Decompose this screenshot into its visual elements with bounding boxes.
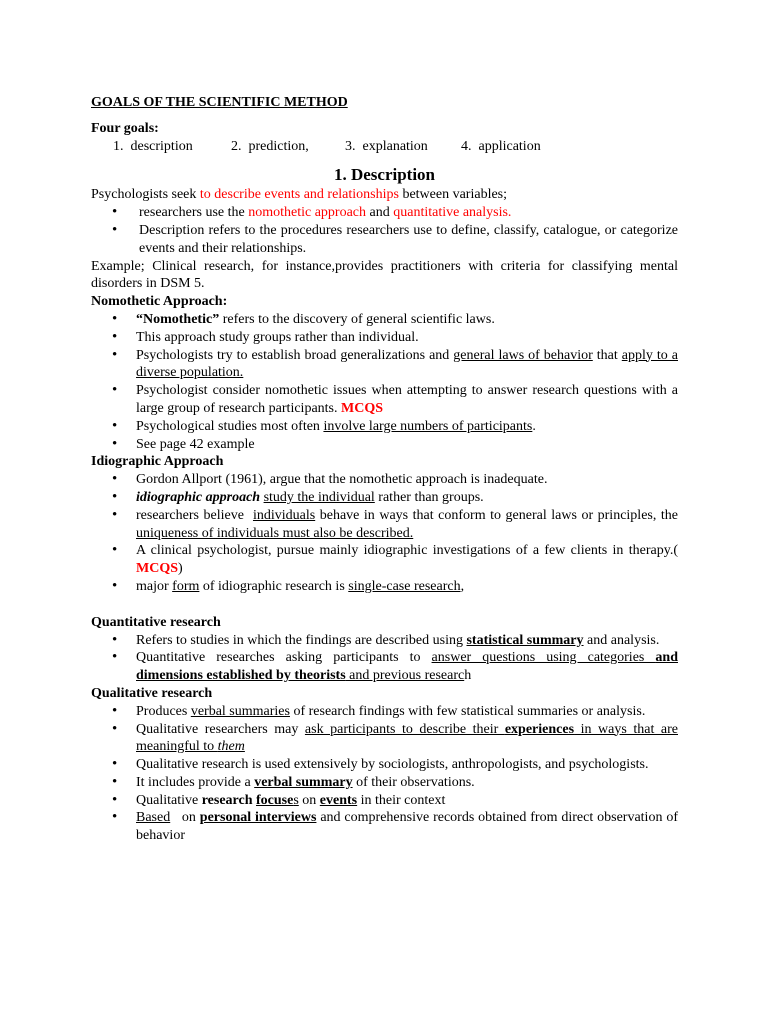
idiographic-heading: Idiographic Approach	[91, 454, 224, 470]
text-run: Qualitative researchers may	[136, 721, 305, 737]
text-run: that	[592, 347, 622, 363]
text-run: ,	[460, 578, 465, 594]
text-run: and comprehensive records obtained from direct observation of behavior	[136, 810, 682, 844]
bullet-item	[91, 489, 678, 507]
underlined-text: study the individual	[263, 489, 375, 505]
bold-text: research	[201, 792, 253, 808]
mcqs-tag: MCQS	[341, 400, 383, 416]
bold-underlined-text: verbal summary	[254, 774, 353, 790]
bullet-item	[91, 507, 682, 543]
goal-item	[231, 138, 345, 156]
text-run: of their observations.	[352, 774, 475, 790]
goal-number: 4.	[461, 138, 472, 154]
bold-underlined-text: focuse	[256, 792, 294, 808]
goal-item	[461, 138, 541, 156]
bullet-item	[91, 792, 678, 810]
idiographic-bullets	[91, 471, 682, 596]
text-run: and analysis.	[583, 632, 660, 648]
text-run: Psychologists seek	[91, 187, 200, 203]
underlined-text: single-case research	[348, 578, 461, 594]
text-run: rather than groups.	[374, 489, 484, 505]
underlined-text: and previous researc	[345, 668, 465, 684]
bullet-item	[91, 578, 678, 596]
goal-text: application	[478, 138, 541, 154]
bullet-item	[91, 649, 678, 685]
goal-number: 2.	[231, 138, 242, 154]
goal-text: prediction,	[248, 138, 309, 154]
text-run: and	[366, 205, 394, 221]
highlight-text: quantitative analysis.	[393, 205, 512, 221]
text-run: .	[532, 418, 536, 434]
bold-text: “Nomothetic”	[136, 311, 220, 327]
bold-underlined-text: and dimensions established by theorists	[136, 650, 678, 684]
text-run: major	[136, 578, 173, 594]
text-run: on	[170, 810, 200, 826]
text-run: h	[464, 668, 472, 684]
text-run: It includes provide a	[136, 774, 255, 790]
underlined-text: form	[172, 578, 200, 594]
text-run: Quantitative researches asking participants to	[136, 650, 432, 666]
bullet-item: • Description refers to the procedures researchers use to define, classify, catalogue, or categorize events and their relationships.	[91, 222, 678, 258]
underlined-text: Based	[136, 810, 171, 826]
goal-text: description	[130, 138, 193, 154]
quantitative-heading: Quantitative research	[91, 614, 221, 630]
underlined-text: verbal summaries	[190, 703, 290, 719]
text-run: Psychologist consider nomothetic issues when attempting to answer research questions with a large group of research participants.	[136, 383, 678, 416]
nomothetic-heading: Nomothetic Approach:	[91, 294, 228, 310]
bullet-item	[91, 542, 678, 578]
text-run: of research findings with few statistical summaries or analysis.	[289, 703, 646, 719]
goal-item	[345, 138, 461, 156]
text-run: refers to the discovery of general scientific laws.	[219, 311, 495, 327]
nomothetic-bullets	[91, 311, 678, 453]
goal-text: explanation	[362, 138, 428, 154]
text-run: Psychologists try to establish broad generalizations and	[136, 347, 454, 363]
text-run: A clinical psychologist, pursue mainly idiographic investigations of a few clients in therapy.(	[136, 543, 678, 559]
qualitative-bullets	[91, 703, 682, 845]
four-goals-list	[113, 138, 678, 156]
underlined-text: uniqueness of individuals must also be described.	[136, 525, 414, 541]
bullet-item	[91, 632, 678, 650]
document-content	[91, 94, 682, 845]
bold-underlined-text: experiences	[504, 721, 575, 737]
description-intro	[91, 186, 678, 204]
bold-italic-text: idiographic approach	[136, 489, 261, 505]
document-title: GOALS OF THE SCIENTIFIC METHOD	[91, 95, 348, 110]
text-run: Qualitative	[136, 792, 202, 808]
bullet-item	[91, 703, 678, 721]
goal-number: 3.	[345, 138, 356, 154]
underlined-text: apply to a diverse population.	[136, 347, 678, 381]
bold-underlined-text: statistical summary	[466, 632, 584, 648]
quantitative-bullets	[91, 632, 678, 685]
text-run: between variables;	[398, 187, 508, 203]
underlined-text: involve large numbers of participants	[323, 418, 533, 434]
goal-item	[113, 138, 231, 156]
bold-underlined-text: personal interviews	[199, 810, 317, 826]
bullet-item: • Qualitative research is used extensively by sociologists, anthropologists, and psychologists.	[91, 756, 678, 774]
underlined-text: ask participants to describe their	[304, 721, 505, 737]
text-run: Psychological studies most often	[136, 418, 324, 434]
mcqs-tag: MCQS	[136, 561, 178, 577]
bullet-item	[91, 204, 678, 222]
text-run: behave in ways that conform to general laws or principles, the	[315, 507, 682, 523]
bullet-item: • This approach study groups rather than individual.	[91, 329, 678, 347]
bullet-item	[91, 809, 682, 845]
bullet-item	[91, 347, 678, 383]
text-run: Refers to studies in which the findings are described using	[136, 632, 467, 648]
goal-number: 1.	[113, 138, 124, 154]
underlined-italic-text: them	[217, 739, 245, 755]
bullet-item	[91, 418, 678, 436]
section-heading-description: 1. Description	[333, 165, 436, 185]
text-run: Produces	[136, 703, 191, 719]
underlined-text: individuals	[252, 507, 316, 523]
bullet-item	[91, 311, 678, 329]
highlight-text: to describe events and relationships	[199, 187, 399, 203]
text-run: researchers believe	[136, 507, 253, 523]
description-example: Example; Clinical research, for instance,provides practitioners with criteria for classifying mental disorders in DSM 5.	[91, 258, 678, 292]
underlined-text: answer questions using categories	[431, 650, 656, 666]
bold-underlined-text: events	[319, 792, 358, 808]
underlined-text: in ways that are meaningful to	[136, 721, 678, 755]
text-run: of idiographic research is	[199, 578, 349, 594]
underlined-text: s	[293, 792, 299, 808]
bullet-item	[91, 721, 678, 757]
four-goals-label: Four goals:	[91, 120, 159, 136]
text-run: on	[298, 792, 320, 808]
highlight-text: nomothetic approach	[248, 205, 367, 221]
text-run: researchers use the	[139, 205, 249, 221]
text-run: in their context	[357, 792, 446, 808]
description-bullets	[91, 204, 678, 257]
spacer	[91, 596, 678, 614]
text-run: )	[178, 561, 183, 577]
bullet-item: • See page 42 example	[91, 436, 678, 454]
underlined-text: general laws of behavior	[453, 347, 593, 363]
qualitative-heading: Qualitative research	[91, 685, 213, 701]
bullet-item	[91, 774, 678, 792]
bullet-item: • Gordon Allport (1961), argue that the nomothetic approach is inadequate.	[91, 471, 678, 489]
bullet-item	[91, 382, 678, 418]
